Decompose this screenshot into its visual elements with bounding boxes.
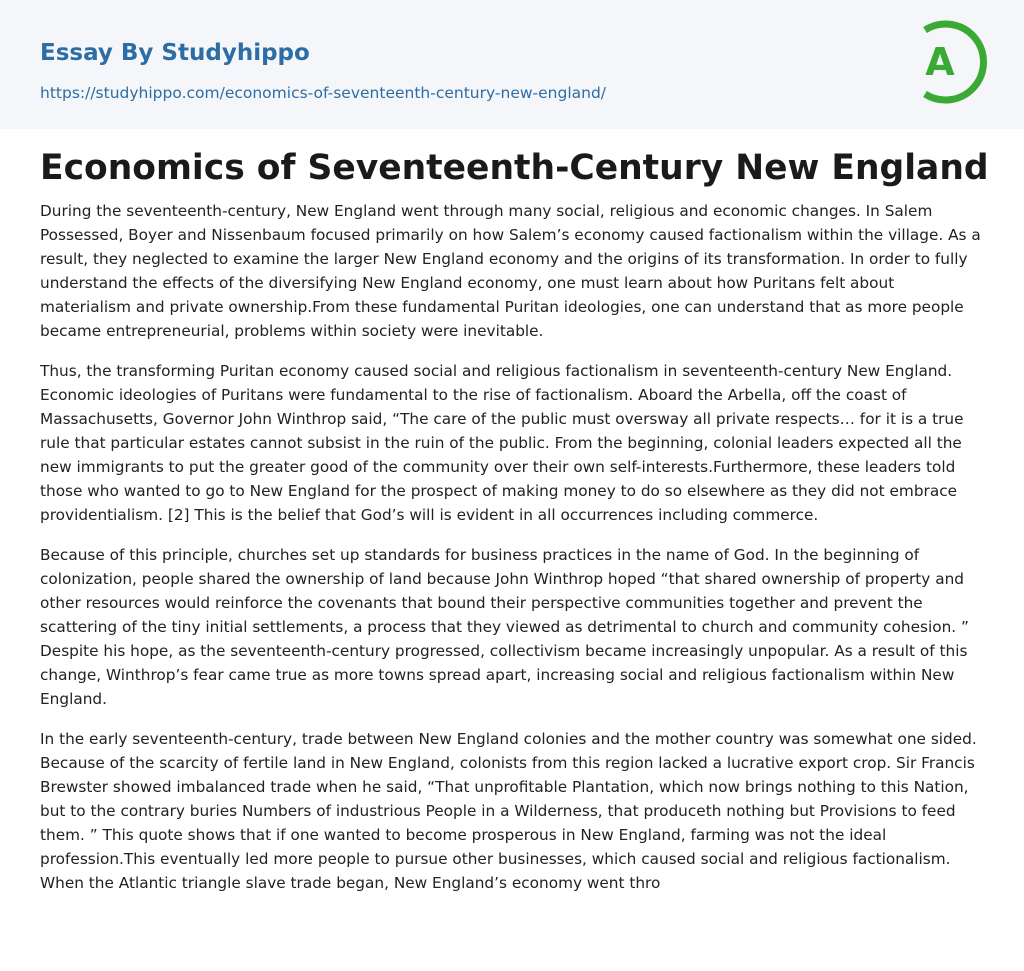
article-title: Economics of Seventeenth-Century New England	[40, 148, 989, 188]
site-brand[interactable]: Essay By Studyhippo	[40, 40, 310, 66]
circle-a-logo-icon[interactable]	[909, 18, 987, 106]
site-header	[0, 0, 1024, 129]
article-paragraph-1: During the seventeenth-century, New England went through many social, religious and economic changes. In Salem Possessed, Boyer and Nissenbaum focused primarily on how Salem’s economy caused factionalism within the village. As a result, they neglected to examine the larger New England economy and the origins of its transformation. In order to fully understand the effects of the diversifying New England economy, one must learn about how Puritans felt about materialism and private ownership.From these fundamental Puritan ideologies, one can understand that as more people became entrepreneurial, problems within society were inevitable.	[40, 202, 981, 340]
article-url-link[interactable]: https://studyhippo.com/economics-of-seventeenth-century-new-england/	[40, 84, 607, 102]
article	[40, 144, 989, 895]
article-paragraph-3: Because of this principle, churches set up standards for business practices in the name of God. In the beginning of colonization, people shared the ownership of land because John Winthrop hoped “that shared ownership of property and other resources would reinforce the covenants that bound their perspective communities together and prevent the scattering of the tiny initial settlements, a process that they viewed as detrimental to church and community cohesion. ” Despite his hope, as the seventeenth-century progressed, collectivism became increasingly unpopular. As a result of this change, Winthrop’s fear came true as more towns spread apart, increasing social and religious factionalism within New England.	[40, 546, 969, 708]
logo-letter: A	[925, 40, 955, 84]
article-paragraph-2: Thus, the transforming Puritan economy caused social and religious factionalism in seventeenth-century New England. Economic ideologies of Puritans were fundamental to the rise of factionalism. Aboard the Arbella, off the coast of Massachusetts, Governor John Winthrop said, “The care of the public must oversway all private respects… for it is a true rule that particular estates cannot subsist in the ruin of the public. From the beginning, colonial leaders expected all the new immigrants to put the greater good of the community over their own self-interests.Furthermore, these leaders told those who wanted to go to New England for the prospect of making money to do so elsewhere as they did not embrace providentialism. [2] This is the belief that God’s will is evident in all occurrences including commerce.	[40, 362, 964, 524]
article-paragraph-4: In the early seventeenth-century, trade between New England colonies and the mother country was somewhat one sided. Because of the scarcity of fertile land in New England, colonists from this region lacked a lucrative export crop. Sir Francis Brewster showed imbalanced trade when he said, “That unprofitable Plantation, which now brings nothing to this Nation, but to the contrary buries Numbers of industrious People in a Wilderness, that produceth nothing but Provisions to feed them. ” This quote shows that if one wanted to become prosperous in New England, farming was not the ideal profession.This eventually led more people to pursue other businesses, which caused social and religious factionalism. When the Atlantic triangle slave trade began, New England’s economy went thro	[40, 730, 977, 892]
